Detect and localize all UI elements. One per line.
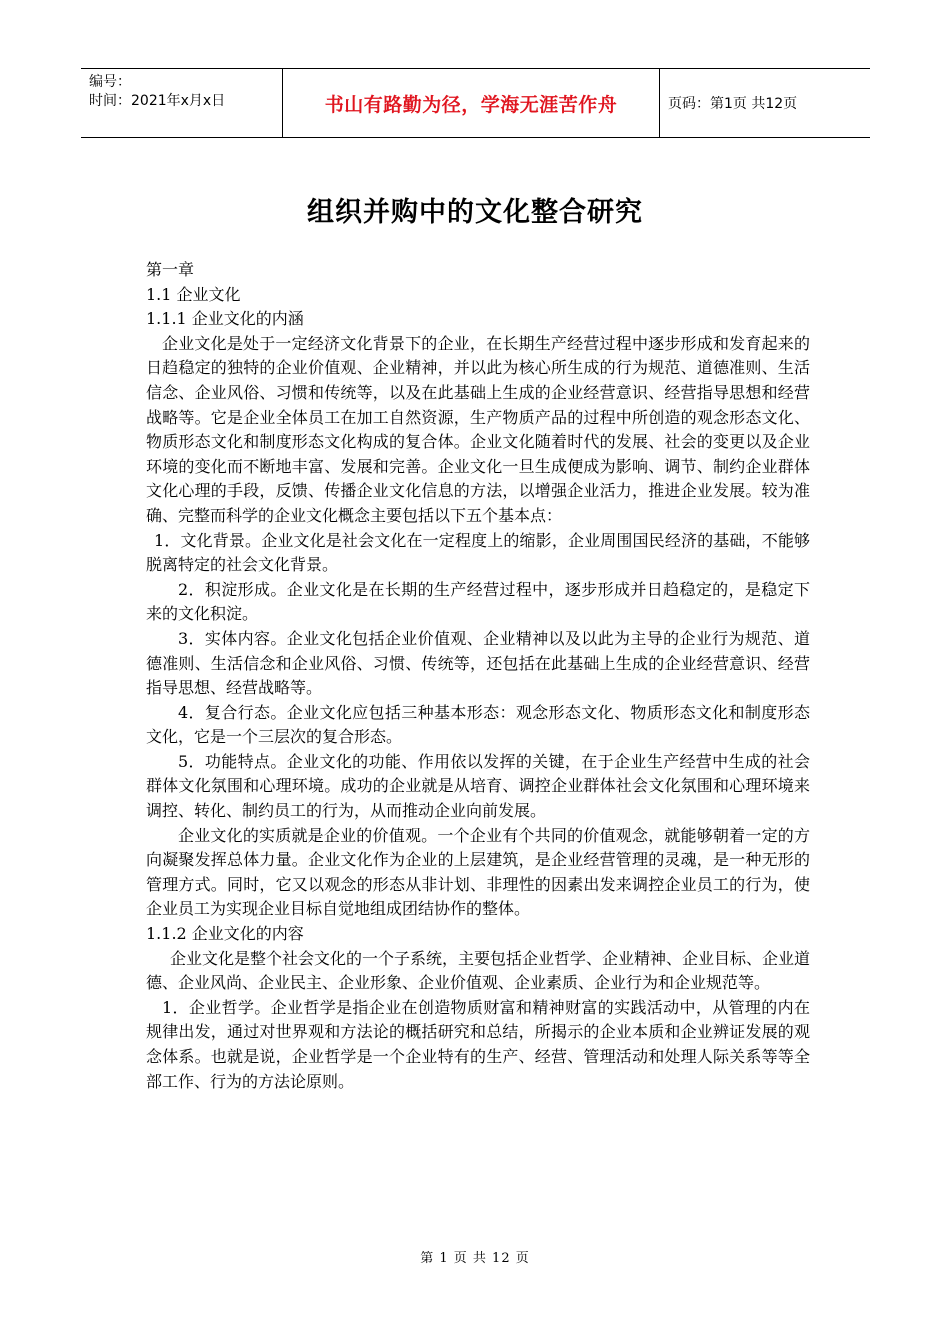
chapter-heading: 第一章 <box>146 260 195 279</box>
section-heading-1-1-1: 1.1.1 企业文化的内涵 <box>146 309 304 329</box>
list-item-cultural-background: 1．文化背景。企业文化是社会文化在一定程度上的缩影，企业周围国民经济的基础，不能够脱离特定的社会文化背景。 <box>146 530 810 575</box>
paragraph-definition: 企业文化是处于一定经济文化背景下的企业，在长期生产经营过程中逐步形成和发育起来的日趋稳定的独特的企业价值观、企业精神，并以此为核心所生成的行为规范、道德准则、生活信念、企业风俗、习惯和传统等，以及在此基础上生成的企业经营意识、经营指导思想和经营战略等。它是企业全体员工在加工自然资源，生产物质产品的过程中所创造的观念形态文化、物质形态文化和制度形态文化构成的复合体。企业文化随着时代的发展、社会的变更以及企业环境的变化而不断地丰富、发展和完善。企业文化一旦生成便成为影响、调节、制约企业群体文化心理的手段，反馈、传播企业文化信息的方法，以增强企业活力，推进企业发展。较为准确、完整而科学的企业文化概念主要包括以下五个基本点： <box>146 333 810 525</box>
header-motto: 书山有路勤为径，学海无涯苦作舟 <box>283 69 660 137</box>
number-label: 编号： <box>89 74 131 90</box>
paragraph-essence: 企业文化的实质就是企业的价值观。一个企业有个共同的价值观念，就能够朝着一定的方向凝聚发挥总体力量。企业文化作为企业的上层建筑，是企业经营管理的灵魂，是一种无形的管理方式。同时，它又以观念的形态从非计划、非理性的因素出发来调控企业员工的行为，使企业员工为实现企业目标自觉地组成团结协作的整体。 <box>146 825 810 919</box>
page-footer: 第 1 页 共 12 页 <box>420 1251 530 1266</box>
list-item-philosophy: 1．企业哲学。企业哲学是指企业在创造物质财富和精神财富的实践活动中，从管理的内在规律出发，通过对世界观和方法论的概括研究和总结，所揭示的企业本质和企业辨证发展的观念体系。也就是说，企业哲学是一个企业特有的生产、经营、管理活动和处理人际关系等等全部工作、行为的方法论原则。 <box>146 997 810 1091</box>
list-item-function: 5．功能特点。企业文化的功能、作用依以发挥的关键，在于企业生产经营中生成的社会群体文化氛围和心理环境。成功的企业就是从培育、调控企业群体社会文化氛围和心理环境来调控、转化、制约员工的行为，从而推动企业向前发展。 <box>146 751 810 821</box>
header-meta <box>81 69 283 137</box>
section-heading-1-1: 1.1 企业文化 <box>146 284 241 304</box>
header-page-info: 页码：第1页 共12页 <box>668 96 798 112</box>
document-body <box>146 258 810 1094</box>
paragraph-content: 企业文化是整个社会文化的一个子系统，主要包括企业哲学、企业精神、企业目标、企业道德、企业风尚、企业民主、企业形象、企业价值观、企业素质、企业行为和企业规范等。 <box>146 948 811 993</box>
section-heading-1-1-2: 1.1.2 企业文化的内容 <box>146 924 304 944</box>
date-label: 时间：2021年x月x日 <box>89 93 226 109</box>
list-item-accumulation: 2．积淀形成。企业文化是在长期的生产经营过程中，逐步形成并日趋稳定的，是稳定下来的文化积淀。 <box>146 579 810 624</box>
document-title: 组织并购中的文化整合研究 <box>307 197 643 228</box>
list-item-substance: 3．实体内容。企业文化包括企业价值观、企业精神以及以此为主导的企业行为规范、道德准则、生活信念和企业风俗、习惯、传统等，还包括在此基础上生成的企业经营意识、经营指导思想、经营战略等。 <box>146 628 810 698</box>
list-item-composite-form: 4．复合行态。企业文化应包括三种基本形态：观念形态文化、物质形态文化和制度形态文化，它是一个三层次的复合形态。 <box>146 702 810 747</box>
page-header <box>81 68 870 138</box>
